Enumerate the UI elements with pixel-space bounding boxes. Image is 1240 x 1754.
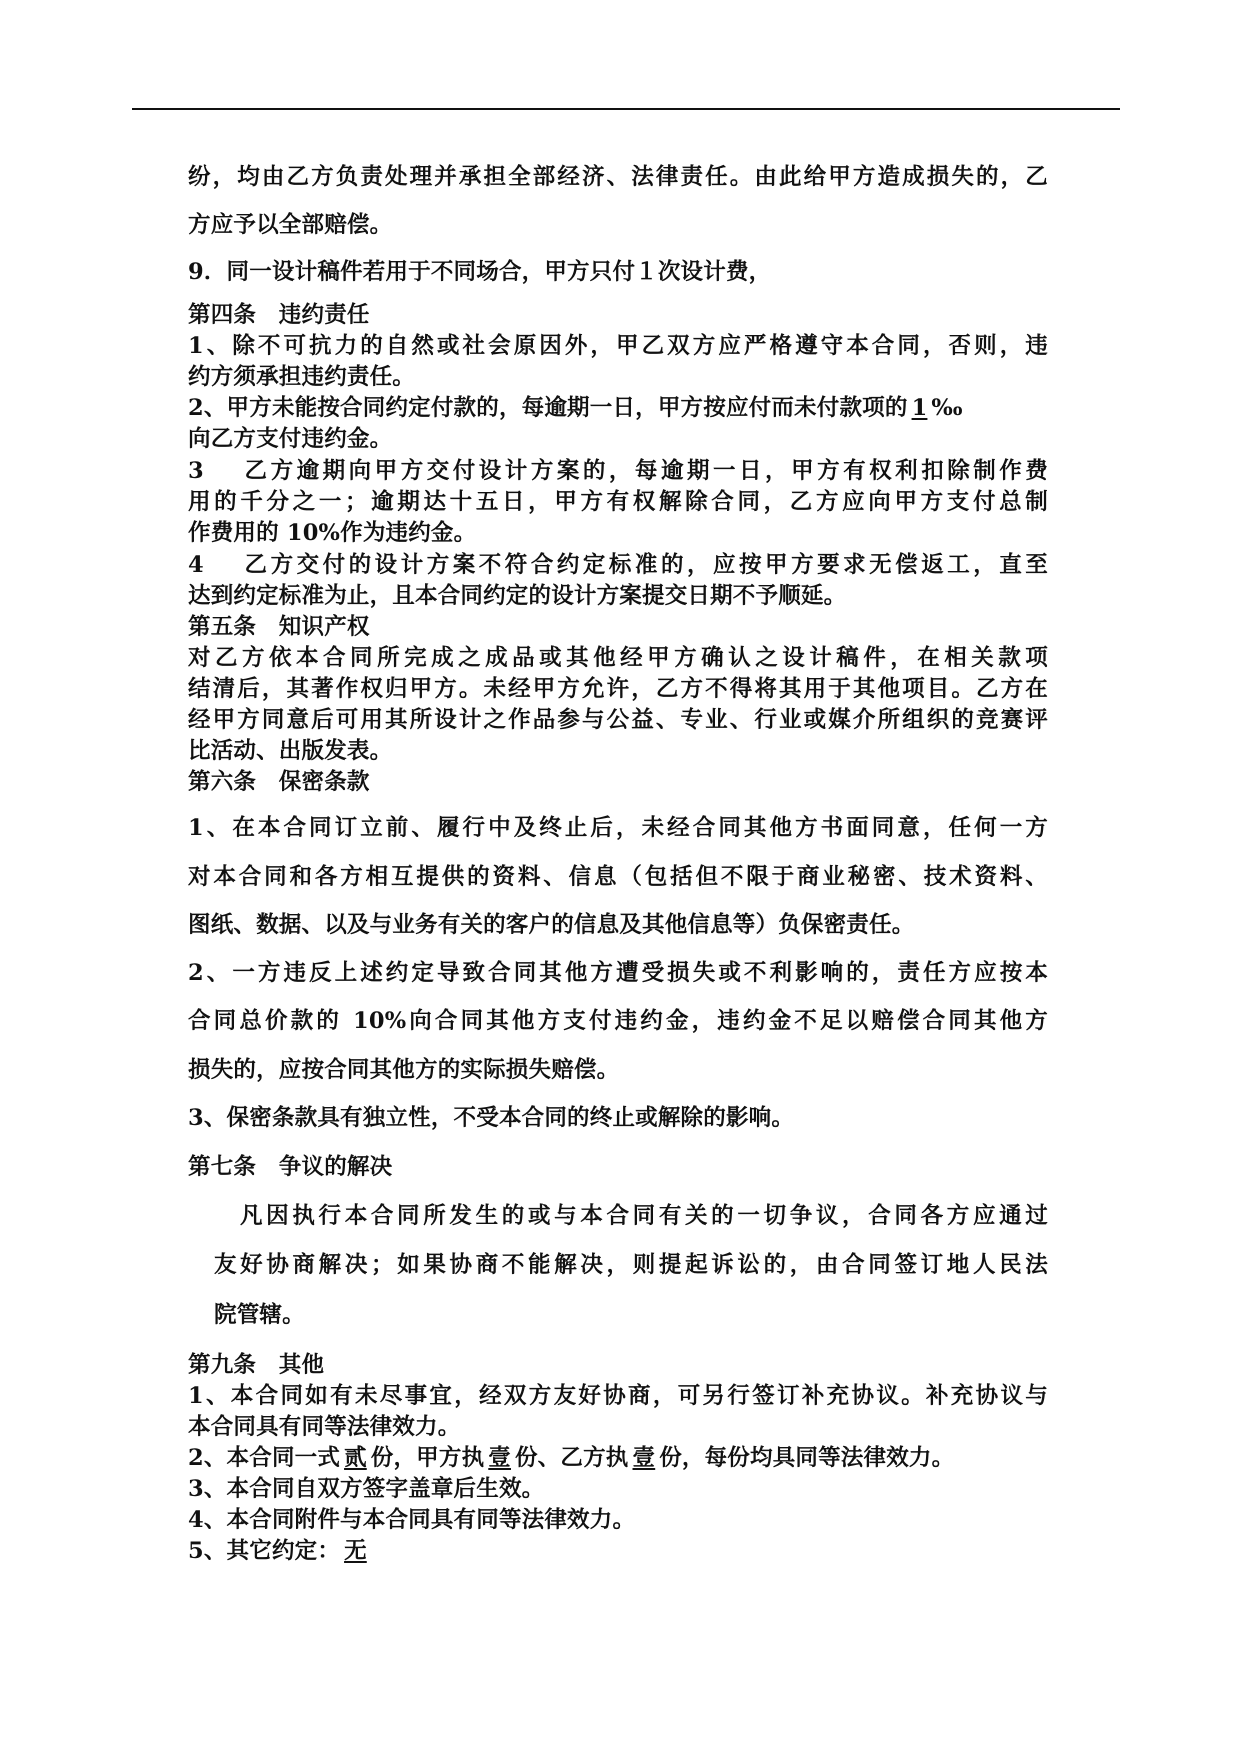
late-payment-text: 2、甲方未能按合同约定付款的，每逾期一日，甲方按应付而未付款项的 [188,395,908,421]
text-line: 合同总价款的 10%向合同其他方支付违约金，违约金不足以赔偿合同其他方 [188,1008,1048,1034]
copies-text: 2、本合同一式 [188,1445,341,1471]
section-heading: 第六条 保密条款 [188,769,370,795]
text-line: 方应予以全部赔偿。 [188,212,393,238]
text-line: 本合同具有同等法律效力。 [188,1414,461,1440]
text-line: 1、在本合同订立前、履行中及终止后，未经合同其他方书面同意，任何一方 [188,815,1048,841]
copies-text: 份，甲方执 [370,1445,485,1471]
copies-text: 份，每份均具同等法律效力。 [659,1445,955,1471]
copies-party-b-fill: 壹 [632,1445,656,1471]
text-line: 9．同一设计稿件若用于不同场合，甲方只付１次设计费， [188,259,772,285]
text-line: 纷，均由乙方负责处理并承担全部经济、法律责任。由此给甲方造成损失的，乙 [188,164,1048,190]
text-line: 对本合同和各方相互提供的资料、信息（包括但不限于商业秘密、技术资料、 [188,864,1048,890]
late-rate-unit: ‰ [931,395,963,421]
other-terms-fill: 无 [344,1538,367,1564]
copies-party-a-fill: 壹 [488,1445,511,1471]
text-line: 3、保密条款具有独立性，不受本合同的终止或解除的影响。 [188,1105,795,1131]
section-heading: 第四条 违约责任 [188,302,370,328]
text-line: 达到约定标准为止，且本合同约定的设计方案提交日期不予顺延。 [188,583,847,609]
header-rule [132,108,1120,110]
text-line [188,393,1048,423]
text-line: 1、本合同如有未尽事宜，经双方友好协商，可另行签订补充协议。补充协议与 [188,1383,1048,1409]
text-line: 损失的，应按合同其他方的实际损失赔偿。 [188,1057,620,1083]
text-line: 比活动、出版发表。 [188,738,393,764]
text-line: 作费用的 10%作为违约金。 [188,520,477,546]
text-line: 结清后，其著作权归甲方。未经甲方允许，乙方不得将其用于其他项目。乙方在 [188,676,1048,702]
text-line: 4 乙方交付的设计方案不符合约定标准的，应按甲方要求无偿返工，直至 [188,552,1048,578]
text-line: 院管辖。 [214,1302,305,1328]
other-terms-line [188,1536,1048,1566]
text-line: 用的千分之一；逾期达十五日，甲方有权解除合同，乙方应向甲方支付总制 [188,489,1048,515]
text-line: 约方须承担违约责任。 [188,364,416,390]
text-line: 向乙方支付违约金。 [188,426,393,452]
copies-text: 份、乙方执 [514,1445,629,1471]
text-line: 3 乙方逾期向甲方交付设计方案的，每逾期一日，甲方有权利扣除制作费 [188,458,1048,484]
section-heading: 第五条 知识产权 [188,614,370,640]
text-line: 1、除不可抗力的自然或社会原因外，甲乙双方应严格遵守本合同，否则，违 [188,333,1048,359]
late-rate-fill: 1 [911,395,928,421]
copies-line [188,1443,1048,1473]
text-line: 图纸、数据、以及与业务有关的客户的信息及其他信息等）负保密责任。 [188,912,915,938]
other-terms-label: 5、其它约定： [188,1538,341,1564]
text-line: 凡因执行本合同所发生的或与本合同有关的一切争议，合同各方应通过 [240,1203,1048,1229]
text-line: 3、本合同自双方签字盖章后生效。 [188,1476,545,1502]
text-line: 4、本合同附件与本合同具有同等法律效力。 [188,1507,636,1533]
section-heading: 第九条 其他 [188,1352,325,1378]
section-heading: 第七条 争议的解决 [188,1154,393,1180]
text-line: 经甲方同意后可用其所设计之作品参与公益、专业、行业或媒介所组织的竞赛评 [188,707,1048,733]
text-line: 友好协商解决；如果协商不能解决，则提起诉讼的，由合同签订地人民法 [214,1252,1048,1278]
text-line: 2、一方违反上述约定导致合同其他方遭受损失或不利影响的，责任方应按本 [188,960,1048,986]
text-line: 对乙方依本合同所完成之成品或其他经甲方确认之设计稿件，在相关款项 [188,645,1048,671]
copies-total-fill: 贰 [344,1445,367,1471]
